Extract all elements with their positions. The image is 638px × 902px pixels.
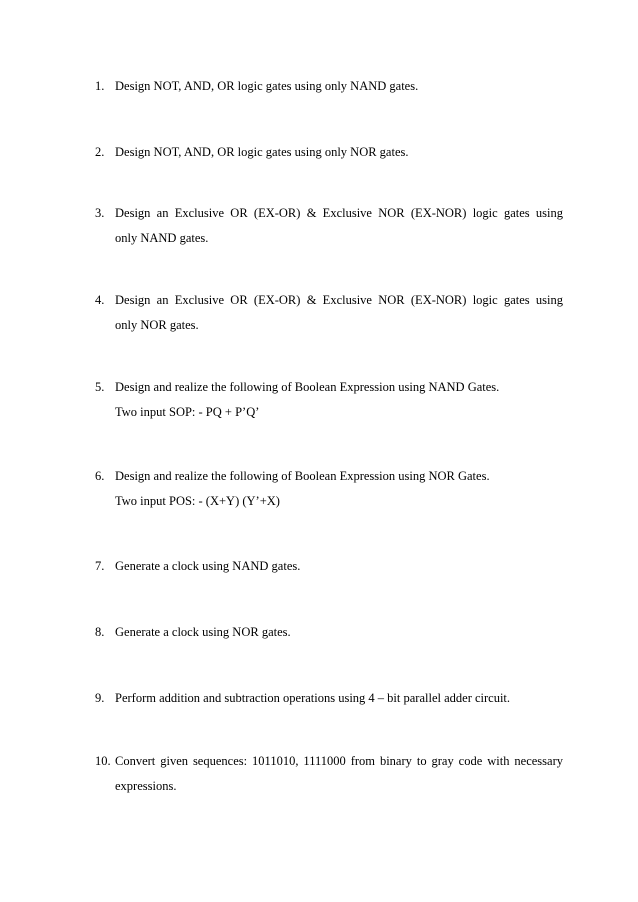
item-expression: Two input SOP: - PQ + P’Q’ (115, 405, 260, 419)
item-text-continued: only NAND gates. (115, 231, 209, 245)
item-number: 9. (95, 691, 105, 705)
item-number: 5. (95, 380, 105, 394)
item-text: Design and realize the following of Boolean Expression using NOR Gates. (115, 469, 490, 483)
item-number: 4. (95, 293, 105, 307)
item-number: 8. (95, 625, 105, 639)
item-number: 7. (95, 559, 105, 573)
item-number: 6. (95, 469, 105, 483)
item-text: Design and realize the following of Boolean Expression using NAND Gates. (115, 380, 500, 394)
item-text: Design an Exclusive OR (EX-OR) & Exclusive NOR (EX-NOR) logic gates using (115, 293, 563, 307)
item-expression: Two input POS: - (X+Y) (Y’+X) (115, 494, 280, 508)
item-text: Design NOT, AND, OR logic gates using only NOR gates. (115, 145, 409, 159)
item-text: Perform addition and subtraction operations using 4 – bit parallel adder circuit. (115, 691, 511, 705)
item-number: 1. (95, 79, 105, 93)
item-text: Design NOT, AND, OR logic gates using only NAND gates. (115, 79, 419, 93)
item-number: 10. (95, 754, 111, 768)
item-text: Generate a clock using NAND gates. (115, 559, 301, 573)
item-text-continued: only NOR gates. (115, 318, 199, 332)
item-text: Design an Exclusive OR (EX-OR) & Exclusive NOR (EX-NOR) logic gates using (115, 206, 563, 220)
item-text: Generate a clock using NOR gates. (115, 625, 291, 639)
item-text-continued: expressions. (115, 779, 177, 793)
item-text: Convert given sequences: 1011010, 1111000 from binary to gray code with necessary (115, 754, 563, 768)
item-number: 3. (95, 206, 105, 220)
item-number: 2. (95, 145, 105, 159)
